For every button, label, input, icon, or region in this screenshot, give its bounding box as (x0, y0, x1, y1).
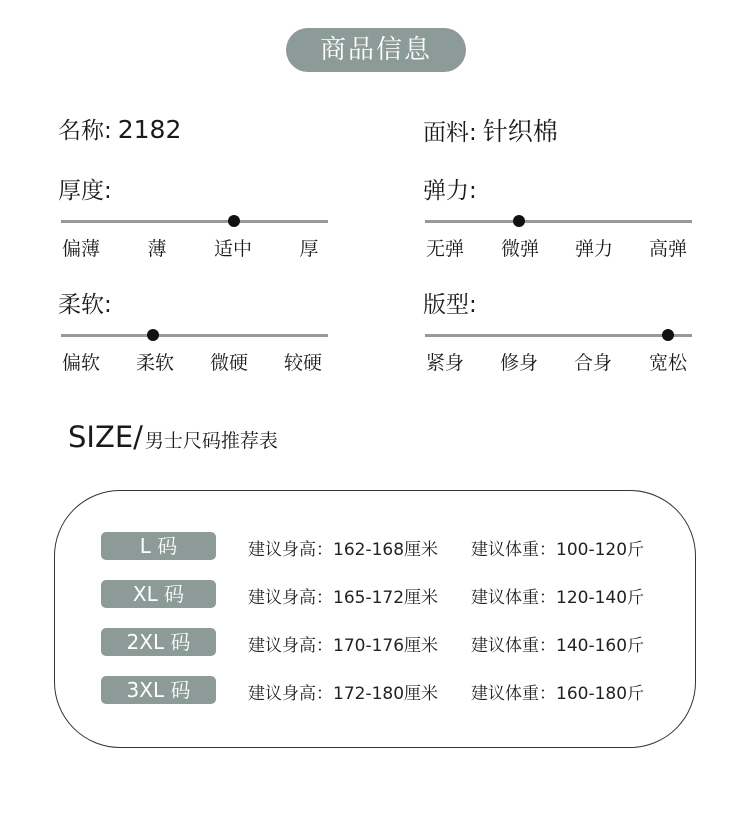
product-name-label: 名称: (58, 118, 112, 144)
softness-option-1: 偏软 (61, 352, 101, 374)
fit-indicator (662, 329, 674, 341)
elasticity-label: 弹力: (423, 178, 477, 204)
softness-label: 柔软: (58, 292, 112, 318)
size-badge: XL 码 (101, 580, 216, 608)
softness-option-2: 柔软 (135, 352, 175, 374)
fit-option-3: 合身 (573, 352, 613, 374)
softness-track (61, 334, 328, 337)
product-name-field (58, 112, 181, 145)
suggested-height: 建议身高：172-180厘米 (248, 684, 439, 704)
fabric-value: 针织棉 (482, 117, 558, 146)
thickness-option-3: 适中 (213, 238, 253, 260)
elasticity-option-3: 弹力 (574, 238, 614, 260)
thickness-label: 厚度: (58, 178, 112, 204)
elasticity-option-2: 微弹 (500, 238, 540, 260)
suggested-height: 建议身高：165-172厘米 (248, 588, 439, 608)
size-heading-subtitle: 男士尺码推荐表 (144, 430, 278, 452)
elasticity-option-4: 高弹 (648, 238, 688, 260)
fabric-field (423, 112, 558, 148)
elasticity-track (425, 220, 692, 223)
thickness-indicator (228, 215, 240, 227)
thickness-track (61, 220, 328, 223)
thickness-option-4: 厚 (299, 238, 319, 260)
fit-label: 版型: (423, 292, 477, 318)
fit-option-2: 修身 (499, 352, 539, 374)
thickness-option-2: 薄 (147, 238, 167, 260)
size-badge: 3XL 码 (101, 676, 216, 704)
fit-option-1: 紧身 (425, 352, 465, 374)
suggested-weight: 建议体重：160-180斤 (471, 684, 645, 704)
fabric-label: 面料: (423, 120, 477, 146)
section-title-badge: 商品信息 (286, 28, 466, 72)
size-badge: 2XL 码 (101, 628, 216, 656)
softness-option-3: 微硬 (209, 352, 249, 374)
softness-indicator (147, 329, 159, 341)
size-chart-box (54, 490, 696, 748)
size-chart-heading (68, 420, 278, 454)
fit-option-4: 宽松 (648, 352, 688, 374)
suggested-weight: 建议体重：140-160斤 (471, 636, 645, 656)
suggested-weight: 建议体重：120-140斤 (471, 588, 645, 608)
suggested-height: 建议身高：162-168厘米 (248, 540, 439, 560)
product-name-value: 2182 (117, 115, 182, 144)
size-heading-title: SIZE/ (68, 420, 143, 454)
softness-option-4: 较硬 (283, 352, 323, 374)
suggested-weight: 建议体重：100-120斤 (471, 540, 645, 560)
elasticity-indicator (513, 215, 525, 227)
suggested-height: 建议身高：170-176厘米 (248, 636, 439, 656)
fit-track (425, 334, 692, 337)
size-badge: L 码 (101, 532, 216, 560)
elasticity-option-1: 无弹 (425, 238, 465, 260)
thickness-option-1: 偏薄 (61, 238, 101, 260)
